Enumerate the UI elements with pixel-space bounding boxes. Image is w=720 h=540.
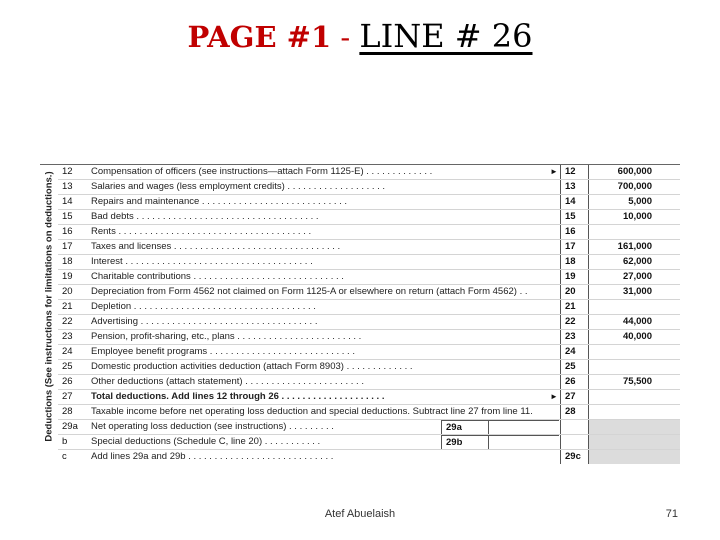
amount-field [588,450,680,464]
line-number: 17 [62,241,73,252]
right-line-number: 22 [560,315,589,329]
line-number: 13 [62,181,73,192]
line-description: Taxes and licenses . . . . . . . . . . . . . . . . . . . . . . . . . . . . . . . . [91,241,341,252]
line-number: 16 [62,226,73,237]
amount-field [588,345,680,359]
amount-field [588,420,680,434]
slide-title [0,14,720,59]
title-line-part: LINE # 26 [359,17,533,55]
line-description: Depletion . . . . . . . . . . . . . . . . . . . . . . . . . . . . . . . . . . . [91,301,316,312]
form-row [58,270,680,285]
right-line-number: 29c [560,450,589,464]
line-number: 25 [62,361,73,372]
right-line-number: 21 [560,300,589,314]
form-row [58,420,680,435]
form-row [58,390,680,405]
line-number: 28 [62,406,73,417]
amount-field [588,360,680,374]
line-description: Other deductions (attach statement) . . . . . . . . . . . . . . . . . . . . . . . [91,376,364,387]
amount-field: 62,000 [588,255,680,269]
right-line-number: 27 [560,390,589,404]
line-description: Compensation of officers (see instructions—attach Form 1125-E) . . . . . . . . . . . . . [91,166,433,177]
line-number: 26 [62,376,73,387]
line-description: Net operating loss deduction (see instructions) . . . . . . . . . [91,421,334,432]
line-description: Salaries and wages (less employment credits) . . . . . . . . . . . . . . . . . . . [91,181,386,192]
line-number: b [62,436,68,447]
title-separator: - [331,20,360,54]
line-number: 22 [62,316,73,327]
amount-field: 700,000 [588,180,680,194]
line-number: 20 [62,286,73,297]
form-row [58,405,680,420]
line-description: Bad debts . . . . . . . . . . . . . . . . . . . . . . . . . . . . . . . . . . . [91,211,319,222]
right-line-number: 17 [560,240,589,254]
deduction-rows [58,165,680,464]
line-number: 29a [62,421,78,432]
tax-form-excerpt [40,164,680,462]
line-description: Special deductions (Schedule C, line 20) . . . . . . . . . . . [91,436,321,447]
line-description: Domestic production activities deduction (attach Form 8903) . . . . . . . . . . . . . [91,361,413,372]
line-number: 14 [62,196,73,207]
line-description: Rents . . . . . . . . . . . . . . . . . . . . . . . . . . . . . . . . . . . . . [91,226,312,237]
sub-line-amount-field [488,420,561,434]
form-row [58,345,680,360]
deductions-side-label [40,165,58,448]
right-line-number: 23 [560,330,589,344]
amount-field: 44,000 [588,315,680,329]
footer-author: Atef Abuelaish [324,508,396,520]
line-number: 18 [62,256,73,267]
form-row [58,195,680,210]
amount-field: 75,500 [588,375,680,389]
line-number: 24 [62,346,73,357]
line-number: 27 [62,391,73,402]
form-row [58,255,680,270]
right-line-number: 20 [560,285,589,299]
arrow-icon: ► [550,167,558,176]
line-description: Interest . . . . . . . . . . . . . . . . . . . . . . . . . . . . . . . . . . . . [91,256,313,267]
form-row [58,240,680,255]
right-line-number [560,420,589,434]
line-number: 23 [62,331,73,342]
line-number: 19 [62,271,73,282]
deductions-side-label-text: Deductions (See instructions for limitations on deductions.) [43,171,55,442]
line-description: Taxable income before net operating loss deduction and special deductions. Subtract line 27 from line 11. [91,406,533,417]
form-row [58,360,680,375]
amount-field: 5,000 [588,195,680,209]
amount-field [588,435,680,449]
line-description: Pension, profit-sharing, etc., plans . . . . . . . . . . . . . . . . . . . . . . . . [91,331,362,342]
form-row [58,330,680,345]
amount-field [588,390,680,404]
line-number: 15 [62,211,73,222]
right-line-number: 18 [560,255,589,269]
right-line-number: 13 [560,180,589,194]
right-line-number [560,435,589,449]
line-number: 12 [62,166,73,177]
right-line-number: 26 [560,375,589,389]
form-row [58,300,680,315]
form-row [58,285,680,300]
arrow-icon: ► [550,392,558,401]
form-row [58,315,680,330]
right-line-number: 24 [560,345,589,359]
page-number: 71 [665,508,678,520]
line-number: 21 [62,301,73,312]
form-row [58,165,680,180]
form-row [58,180,680,195]
amount-field: 161,000 [588,240,680,254]
right-line-number: 14 [560,195,589,209]
line-description: Add lines 29a and 29b . . . . . . . . . . . . . . . . . . . . . . . . . . . . [91,451,334,462]
right-line-number: 19 [560,270,589,284]
right-line-number: 16 [560,225,589,239]
right-line-number: 25 [560,360,589,374]
right-line-number: 12 [560,165,589,179]
right-line-number: 15 [560,210,589,224]
right-line-number: 28 [560,405,589,419]
amount-field [588,225,680,239]
form-row [58,225,680,240]
line-description: Advertising . . . . . . . . . . . . . . . . . . . . . . . . . . . . . . . . . . [91,316,318,327]
sub-line-box: 29b [441,435,559,449]
title-page-part: PAGE #1 [187,20,332,54]
sub-line-box: 29a [441,420,559,434]
line-description: Depreciation from Form 4562 not claimed on Form 1125-A or elsewhere on return (attach Form 4562) . . [91,286,528,297]
amount-field [588,405,680,419]
amount-field: 40,000 [588,330,680,344]
amount-field: 31,000 [588,285,680,299]
sub-line-amount-field [488,435,561,449]
line-description: Total deductions. Add lines 12 through 26 . . . . . . . . . . . . . . . . . . . . [91,391,385,402]
form-row [58,450,680,464]
line-description: Employee benefit programs . . . . . . . . . . . . . . . . . . . . . . . . . . . . [91,346,355,357]
form-row [58,210,680,225]
amount-field [588,300,680,314]
amount-field: 10,000 [588,210,680,224]
line-description: Charitable contributions . . . . . . . . . . . . . . . . . . . . . . . . . . . . . [91,271,344,282]
amount-field: 27,000 [588,270,680,284]
line-number: c [62,451,67,462]
amount-field: 600,000 [588,165,680,179]
form-row [58,435,680,450]
form-row [58,375,680,390]
line-description: Repairs and maintenance . . . . . . . . . . . . . . . . . . . . . . . . . . . . [91,196,348,207]
